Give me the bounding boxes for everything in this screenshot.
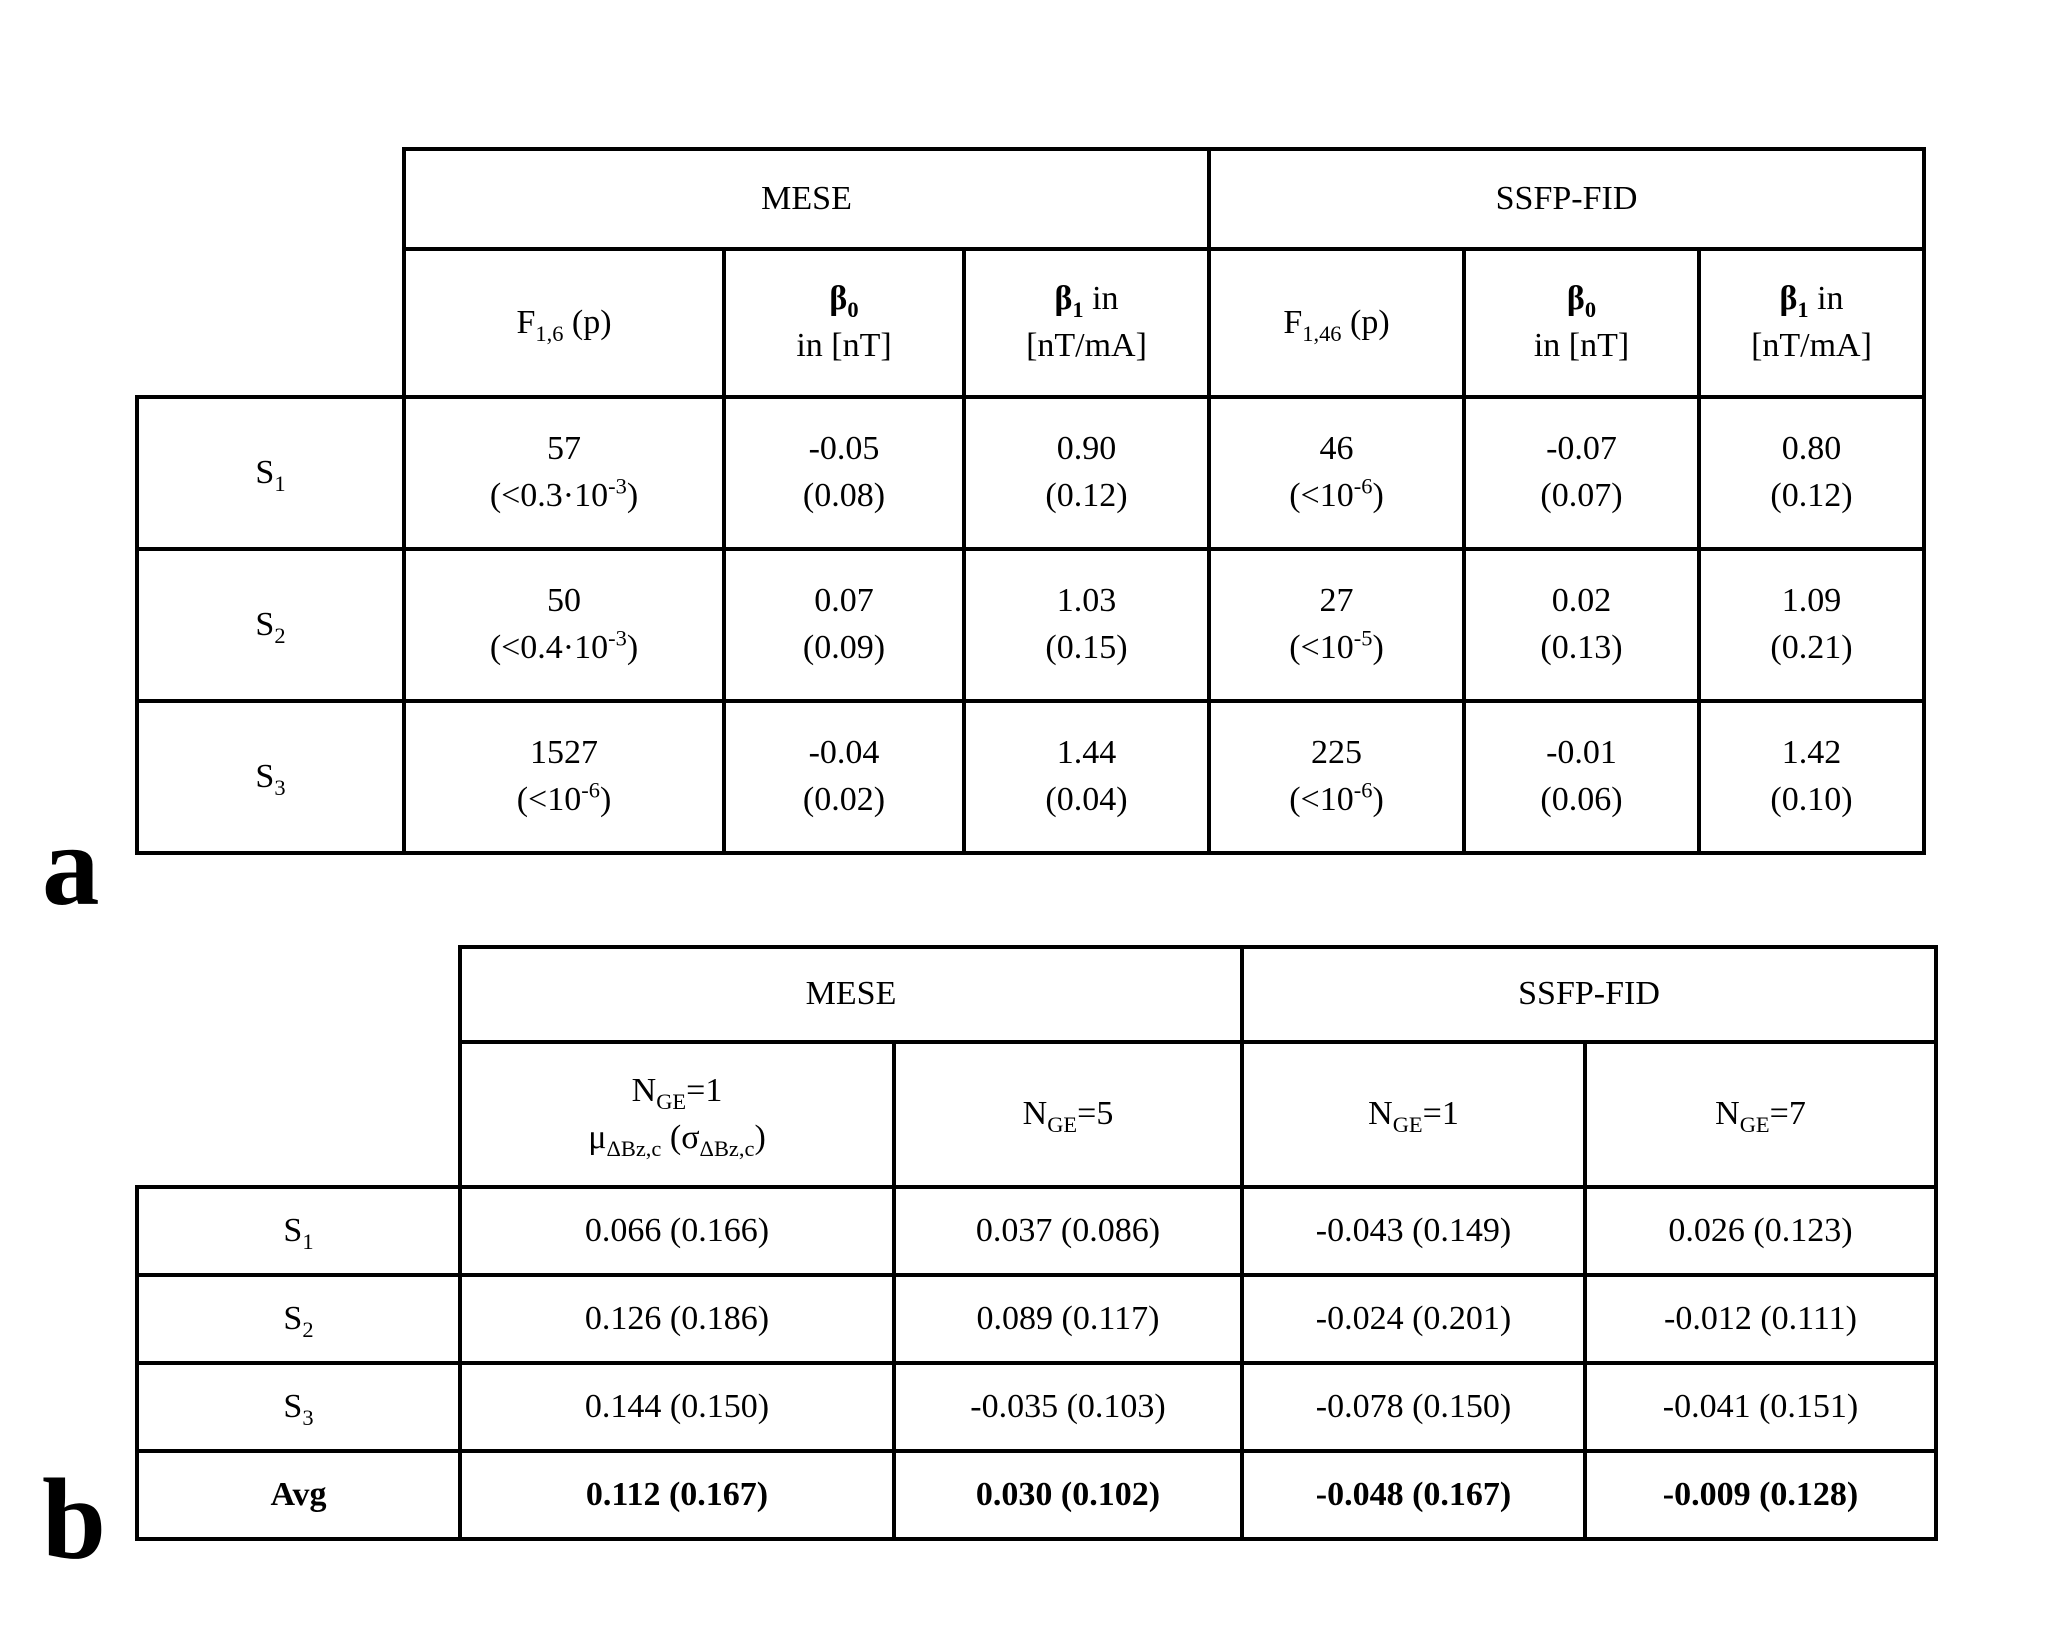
column-header: $N_{GE}=5$: [894, 1042, 1242, 1187]
group-header-mese: MESE: [404, 149, 1209, 249]
table-row: [137, 149, 1924, 249]
table-cell: 27 $(<10^{-5})$: [1209, 549, 1464, 701]
table-row: [137, 1363, 1936, 1451]
table-cell: 50 $(<0.4\cdot 10^{-3})$: [404, 549, 724, 701]
table-cell: -0.05 (0.08): [724, 397, 964, 549]
column-header: $N_{GE}=1$ $\mu_{\Delta Bz,c}$ $(\sigma_{\Delta Bz,c})$: [460, 1042, 894, 1187]
table-cell: 0.026 (0.123): [1585, 1187, 1936, 1275]
table-cell: 1.09 (0.21): [1699, 549, 1924, 701]
corner-spacer: [137, 149, 404, 397]
table-row: [137, 249, 1924, 397]
row-label: $S_2$: [137, 549, 404, 701]
table-cell: -0.04 (0.02): [724, 701, 964, 853]
table-cell: 57 $(<0.3\cdot 10^{-3})$: [404, 397, 724, 549]
row-label: $S_3$: [137, 701, 404, 853]
group-header-ssfp-fid: SSFP-FID: [1209, 149, 1924, 249]
corner-spacer: [137, 947, 460, 1187]
table-cell: 225 $(<10^{-6})$: [1209, 701, 1464, 853]
row-label: $S_1$: [137, 1187, 460, 1275]
table-cell: -0.041 (0.151): [1585, 1363, 1936, 1451]
column-header: $N_{GE}=1$: [1242, 1042, 1585, 1187]
row-label: $S_2$: [137, 1275, 460, 1363]
table-cell: 0.80 (0.12): [1699, 397, 1924, 549]
panel-b: [135, 945, 1938, 1541]
table-cell: 46 $(<10^{-6})$: [1209, 397, 1464, 549]
table-cell: -0.078 (0.150): [1242, 1363, 1585, 1451]
table-cell: 1.42 (0.10): [1699, 701, 1924, 853]
table-row: [137, 1275, 1936, 1363]
table-cell: -0.07 (0.07): [1464, 397, 1699, 549]
column-header: $\beta_1$ in [nT/mA]: [1699, 249, 1924, 397]
table-cell: 0.112 (0.167): [460, 1451, 894, 1539]
table-row: [137, 701, 1924, 853]
table-cell: 0.126 (0.186): [460, 1275, 894, 1363]
table-cell: -0.009 (0.128): [1585, 1451, 1936, 1539]
column-header: $N_{GE}=7$: [1585, 1042, 1936, 1187]
row-label: Avg: [137, 1451, 460, 1539]
panel-a: [135, 147, 1926, 855]
column-header: $\beta_0$ in [nT]: [1464, 249, 1699, 397]
row-label: $S_3$: [137, 1363, 460, 1451]
table-cell: 0.90 (0.12): [964, 397, 1209, 549]
table-cell: 0.037 (0.086): [894, 1187, 1242, 1275]
table-row: [137, 947, 1936, 1042]
anova-beta-table: [135, 147, 1926, 855]
table-cell: -0.012 (0.111): [1585, 1275, 1936, 1363]
column-header: $\beta_0$ in [nT]: [724, 249, 964, 397]
table-cell: -0.024 (0.201): [1242, 1275, 1585, 1363]
table-cell: 0.144 (0.150): [460, 1363, 894, 1451]
column-header: $F_{1,46}$ (p): [1209, 249, 1464, 397]
table-cell: 0.02 (0.13): [1464, 549, 1699, 701]
panel-a-label: a: [42, 802, 100, 929]
table-cell: 0.030 (0.102): [894, 1451, 1242, 1539]
group-header-ssfp-fid: SSFP-FID: [1242, 947, 1936, 1042]
table-row: [137, 549, 1924, 701]
mean-std-table: [135, 945, 1938, 1541]
table-cell: 1.44 (0.04): [964, 701, 1209, 853]
table-cell: 1.03 (0.15): [964, 549, 1209, 701]
table-cell: -0.01 (0.06): [1464, 701, 1699, 853]
group-header-mese: MESE: [460, 947, 1242, 1042]
table-row-average: [137, 1451, 1936, 1539]
row-label: $S_1$: [137, 397, 404, 549]
table-cell: 0.066 (0.166): [460, 1187, 894, 1275]
table-cell: -0.048 (0.167): [1242, 1451, 1585, 1539]
table-row: [137, 1187, 1936, 1275]
table-row: [137, 397, 1924, 549]
column-header: $F_{1,6}$ (p): [404, 249, 724, 397]
table-cell: -0.035 (0.103): [894, 1363, 1242, 1451]
column-header: $\beta_1$ in [nT/mA]: [964, 249, 1209, 397]
table-cell: 1527 $(<10^{-6})$: [404, 701, 724, 853]
panel-b-label: b: [42, 1456, 106, 1583]
table-cell: -0.043 (0.149): [1242, 1187, 1585, 1275]
table-cell: 0.089 (0.117): [894, 1275, 1242, 1363]
table-cell: 0.07 (0.09): [724, 549, 964, 701]
